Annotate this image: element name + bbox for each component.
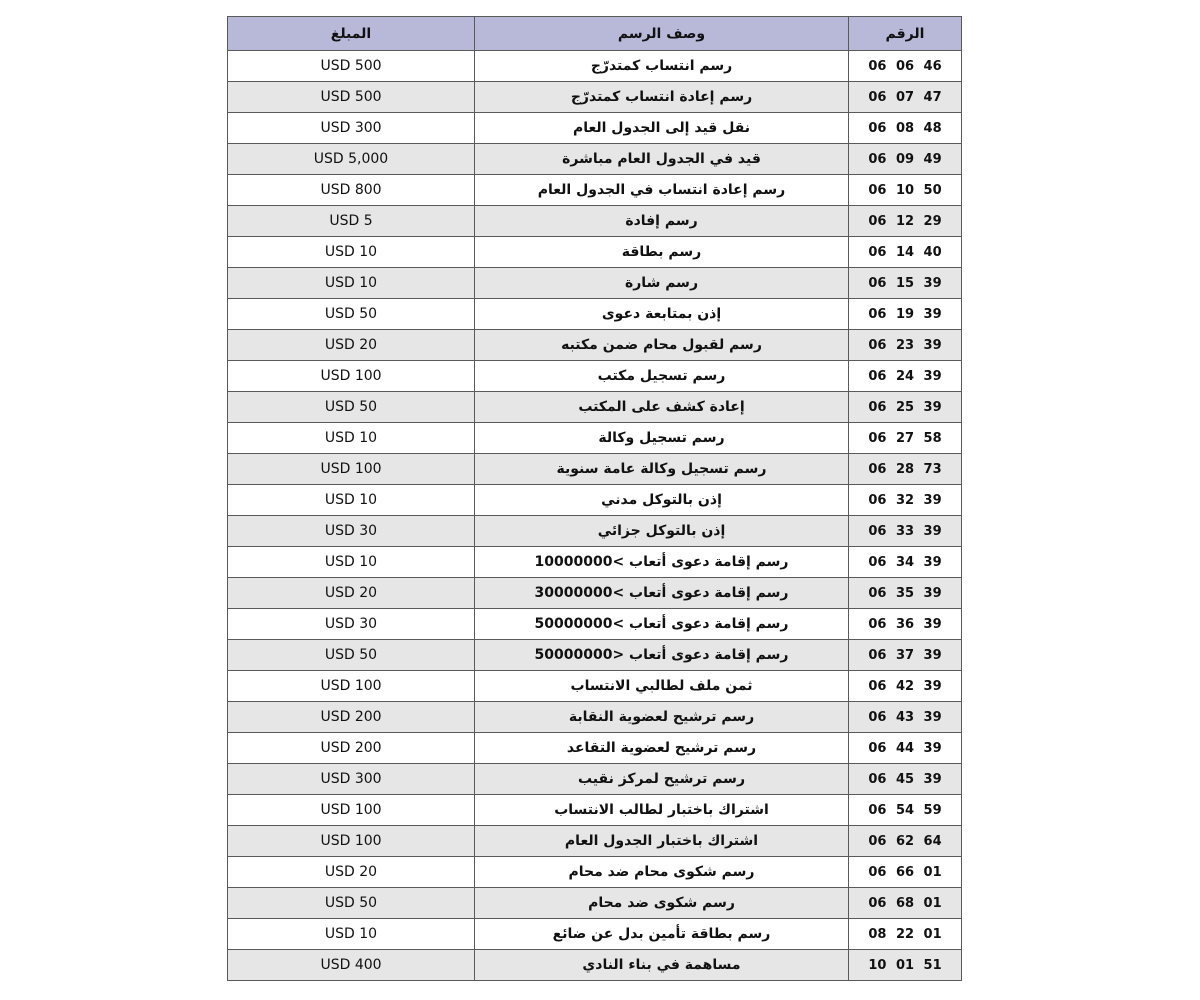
fee-amount-cell: USD 100 bbox=[228, 826, 475, 857]
fee-description-cell: رسم تسجيل وكالة bbox=[475, 423, 849, 454]
fee-amount-cell: USD 30 bbox=[228, 516, 475, 547]
fee-description-cell: رسم إعادة انتساب كمتدرّج bbox=[475, 82, 849, 113]
table-row bbox=[228, 175, 962, 206]
fee-description-cell: رسم ترشيح لعضوية التقاعد bbox=[475, 733, 849, 764]
fee-number-cell: 06 23 39 bbox=[849, 330, 962, 361]
table-row bbox=[228, 919, 962, 950]
table-row bbox=[228, 826, 962, 857]
table-row bbox=[228, 516, 962, 547]
fee-description-cell: اشتراك باختبار الجدول العام bbox=[475, 826, 849, 857]
fee-number-cell: 06 34 39 bbox=[849, 547, 962, 578]
table-row bbox=[228, 237, 962, 268]
fee-description-cell: اشتراك باختبار لطالب الانتساب bbox=[475, 795, 849, 826]
table-row bbox=[228, 454, 962, 485]
header-description: وصف الرسم bbox=[475, 17, 849, 51]
fee-amount-cell: USD 10 bbox=[228, 268, 475, 299]
fee-number-cell: 06 28 73 bbox=[849, 454, 962, 485]
fee-number-cell: 06 42 39 bbox=[849, 671, 962, 702]
fee-amount-cell: USD 20 bbox=[228, 330, 475, 361]
table-header-row bbox=[228, 17, 962, 51]
fee-number-cell: 06 24 39 bbox=[849, 361, 962, 392]
fee-description-cell: رسم إقامة دعوى أتعاب >30000000 bbox=[475, 578, 849, 609]
fee-description-cell: رسم إقامة دعوى أتعاب >10000000 bbox=[475, 547, 849, 578]
fee-description-cell: رسم بطاقة bbox=[475, 237, 849, 268]
fee-description-cell: رسم إعادة انتساب في الجدول العام bbox=[475, 175, 849, 206]
fee-amount-cell: USD 20 bbox=[228, 857, 475, 888]
fee-description-cell: رسم انتساب كمتدرّج bbox=[475, 51, 849, 82]
fee-number-cell: 06 27 58 bbox=[849, 423, 962, 454]
fee-amount-cell: USD 300 bbox=[228, 764, 475, 795]
fee-amount-cell: USD 50 bbox=[228, 640, 475, 671]
table-row bbox=[228, 578, 962, 609]
fee-number-cell: 08 22 01 bbox=[849, 919, 962, 950]
fee-description-cell: مساهمة في بناء النادي bbox=[475, 950, 849, 981]
fee-amount-cell: USD 100 bbox=[228, 795, 475, 826]
fee-number-cell: 06 44 39 bbox=[849, 733, 962, 764]
fee-number-cell: 06 37 39 bbox=[849, 640, 962, 671]
fee-amount-cell: USD 500 bbox=[228, 82, 475, 113]
fee-description-cell: رسم ترشيح لعضوية النقابة bbox=[475, 702, 849, 733]
fee-description-cell: رسم تسجيل مكتب bbox=[475, 361, 849, 392]
table-row bbox=[228, 206, 962, 237]
fee-amount-cell: USD 50 bbox=[228, 888, 475, 919]
table-row bbox=[228, 764, 962, 795]
fee-number-cell: 10 01 51 bbox=[849, 950, 962, 981]
fee-number-cell: 06 36 39 bbox=[849, 609, 962, 640]
fee-number-cell: 06 45 39 bbox=[849, 764, 962, 795]
fee-amount-cell: USD 300 bbox=[228, 113, 475, 144]
fee-description-cell: إذن بالتوكل جزائي bbox=[475, 516, 849, 547]
fee-description-cell: قيد في الجدول العام مباشرة bbox=[475, 144, 849, 175]
fee-description-cell: رسم ترشيح لمركز نقيب bbox=[475, 764, 849, 795]
fee-description-cell: رسم إفادة bbox=[475, 206, 849, 237]
fee-number-cell: 06 14 40 bbox=[849, 237, 962, 268]
fee-amount-cell: USD 200 bbox=[228, 733, 475, 764]
fee-number-cell: 06 09 49 bbox=[849, 144, 962, 175]
table-row bbox=[228, 547, 962, 578]
table-row bbox=[228, 609, 962, 640]
fee-amount-cell: USD 200 bbox=[228, 702, 475, 733]
fee-number-cell: 06 07 47 bbox=[849, 82, 962, 113]
table-row bbox=[228, 857, 962, 888]
fee-number-cell: 06 62 64 bbox=[849, 826, 962, 857]
table-body bbox=[228, 51, 962, 981]
fees-table bbox=[227, 16, 962, 981]
fee-description-cell: إذن بمتابعة دعوى bbox=[475, 299, 849, 330]
fee-number-cell: 06 66 01 bbox=[849, 857, 962, 888]
fee-description-cell: رسم إقامة دعوى أتعاب >50000000 bbox=[475, 609, 849, 640]
table-row bbox=[228, 423, 962, 454]
fee-amount-cell: USD 5,000 bbox=[228, 144, 475, 175]
fee-description-cell: رسم شارة bbox=[475, 268, 849, 299]
table-row bbox=[228, 950, 962, 981]
fee-amount-cell: USD 5 bbox=[228, 206, 475, 237]
fee-number-cell: 06 25 39 bbox=[849, 392, 962, 423]
table-row bbox=[228, 733, 962, 764]
fee-number-cell: 06 32 39 bbox=[849, 485, 962, 516]
fee-amount-cell: USD 50 bbox=[228, 299, 475, 330]
table-row bbox=[228, 113, 962, 144]
table-row bbox=[228, 671, 962, 702]
fee-description-cell: نقل قيد إلى الجدول العام bbox=[475, 113, 849, 144]
fee-number-cell: 06 06 46 bbox=[849, 51, 962, 82]
fee-amount-cell: USD 10 bbox=[228, 423, 475, 454]
fee-amount-cell: USD 800 bbox=[228, 175, 475, 206]
fee-number-cell: 06 10 50 bbox=[849, 175, 962, 206]
fee-description-cell: رسم تسجيل وكالة عامة سنوية bbox=[475, 454, 849, 485]
table-row bbox=[228, 640, 962, 671]
fee-amount-cell: USD 100 bbox=[228, 361, 475, 392]
fee-description-cell: ثمن ملف لطالبي الانتساب bbox=[475, 671, 849, 702]
fee-amount-cell: USD 10 bbox=[228, 237, 475, 268]
fee-description-cell: رسم بطاقة تأمين بدل عن ضائع bbox=[475, 919, 849, 950]
fee-number-cell: 06 12 29 bbox=[849, 206, 962, 237]
fee-amount-cell: USD 10 bbox=[228, 485, 475, 516]
fee-description-cell: رسم لقبول محام ضمن مكتبه bbox=[475, 330, 849, 361]
fee-amount-cell: USD 100 bbox=[228, 454, 475, 485]
fee-description-cell: رسم إقامة دعوى أتعاب <50000000 bbox=[475, 640, 849, 671]
fee-number-cell: 06 43 39 bbox=[849, 702, 962, 733]
table-row bbox=[228, 392, 962, 423]
fee-amount-cell: USD 10 bbox=[228, 919, 475, 950]
table-row bbox=[228, 82, 962, 113]
table-row bbox=[228, 888, 962, 919]
fee-number-cell: 06 54 59 bbox=[849, 795, 962, 826]
fee-amount-cell: USD 100 bbox=[228, 671, 475, 702]
fee-description-cell: إذن بالتوكل مدني bbox=[475, 485, 849, 516]
fee-description-cell: إعادة كشف على المكتب bbox=[475, 392, 849, 423]
fee-amount-cell: USD 30 bbox=[228, 609, 475, 640]
table-row bbox=[228, 702, 962, 733]
fee-amount-cell: USD 10 bbox=[228, 547, 475, 578]
table-row bbox=[228, 51, 962, 82]
table-row bbox=[228, 330, 962, 361]
fee-number-cell: 06 15 39 bbox=[849, 268, 962, 299]
fee-number-cell: 06 19 39 bbox=[849, 299, 962, 330]
fee-number-cell: 06 33 39 bbox=[849, 516, 962, 547]
fee-description-cell: رسم شكوى محام ضد محام bbox=[475, 857, 849, 888]
fee-description-cell: رسم شكوى ضد محام bbox=[475, 888, 849, 919]
table-row bbox=[228, 299, 962, 330]
fee-amount-cell: USD 50 bbox=[228, 392, 475, 423]
fee-amount-cell: USD 500 bbox=[228, 51, 475, 82]
header-amount: المبلغ bbox=[228, 17, 475, 51]
table-row bbox=[228, 144, 962, 175]
table-row bbox=[228, 361, 962, 392]
table-row bbox=[228, 795, 962, 826]
table-row bbox=[228, 268, 962, 299]
header-number: الرقم bbox=[849, 17, 962, 51]
fee-amount-cell: USD 400 bbox=[228, 950, 475, 981]
fee-number-cell: 06 35 39 bbox=[849, 578, 962, 609]
fee-number-cell: 06 68 01 bbox=[849, 888, 962, 919]
fee-amount-cell: USD 20 bbox=[228, 578, 475, 609]
table-row bbox=[228, 485, 962, 516]
fee-number-cell: 06 08 48 bbox=[849, 113, 962, 144]
